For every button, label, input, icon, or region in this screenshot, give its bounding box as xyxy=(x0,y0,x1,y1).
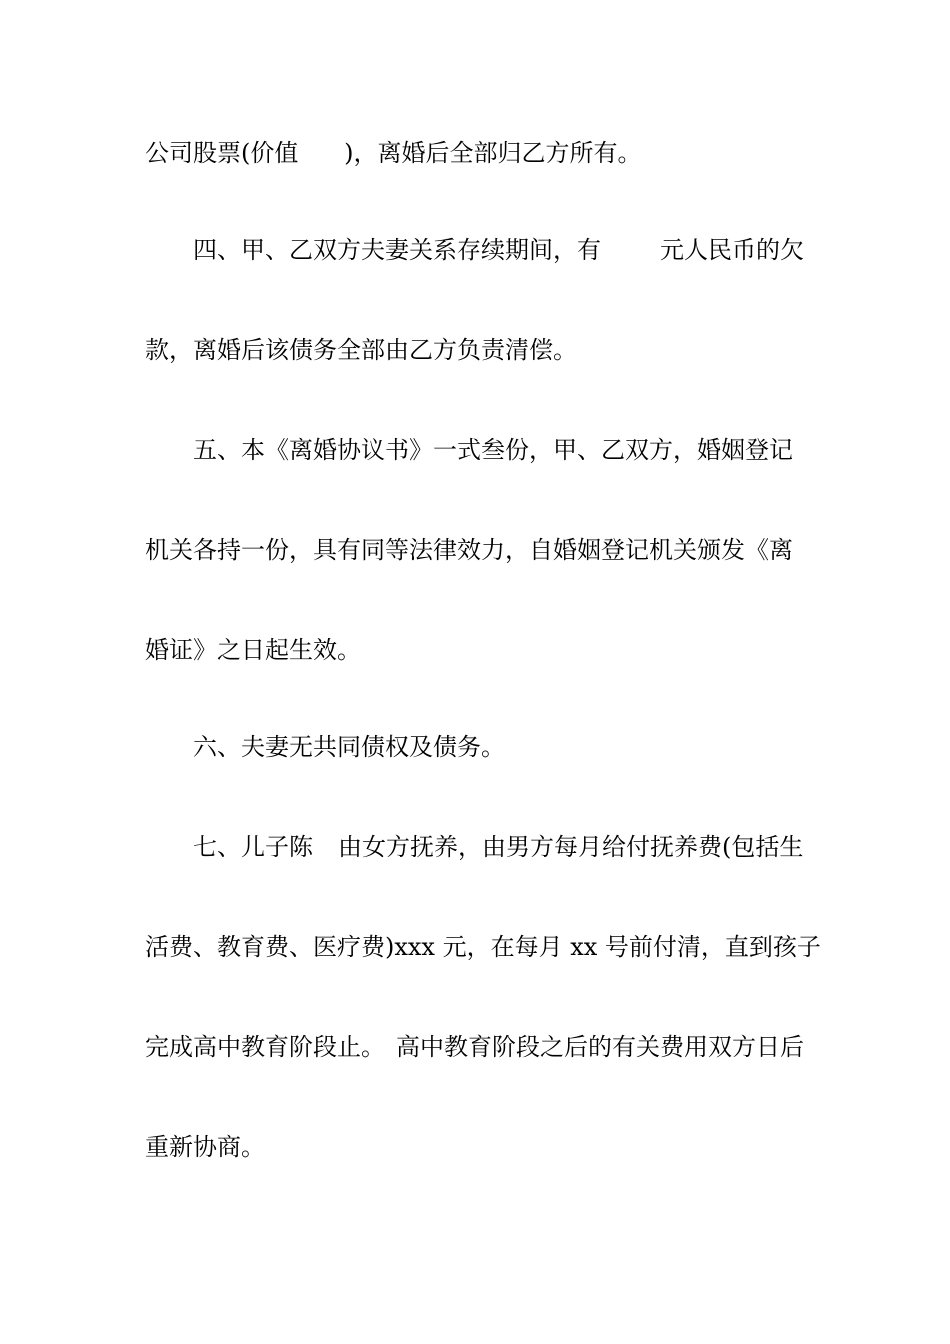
paragraph-line xyxy=(0,430,950,470)
text-line: 婚证》之日起生效。 xyxy=(145,636,361,664)
text-line: 公司股票(价值 )，离婚后全部归乙方所有。 xyxy=(145,139,642,167)
paragraph-line xyxy=(0,630,950,670)
paragraph-line xyxy=(0,727,950,767)
paragraph-line xyxy=(0,927,950,967)
paragraph-line xyxy=(0,1027,950,1067)
text-line: 重新协商。 xyxy=(145,1133,265,1161)
paragraph-line xyxy=(0,133,950,173)
text-line: 七、儿子陈 xyxy=(193,833,313,861)
text-line: 完成高中教育阶段止。 xyxy=(145,1033,385,1061)
text-line: 五、本《离婚协议书》一式叁份，甲、乙双方，婚姻登记 xyxy=(193,436,793,464)
text-line: 由女方抚养，由男方每月给付抚养费(包括生 xyxy=(338,833,804,861)
paragraph-line xyxy=(0,1127,950,1167)
text-line: 机关各持一份，具有同等法律效力，自婚姻登记机关颁发《离 xyxy=(145,536,793,564)
text-line: 款，离婚后该债务全部由乙方负责清偿。 xyxy=(145,336,577,364)
text-line: 四、甲、乙双方夫妻关系存续期间，有 xyxy=(193,236,601,264)
text-line: 元人民币的欠 xyxy=(660,236,804,264)
paragraph-line xyxy=(0,230,950,270)
paragraph-line xyxy=(0,530,950,570)
paragraph-line xyxy=(0,827,950,867)
text-line: 活费、教育费、医疗费)xxx 元，在每月 xx 号前付清，直到孩子 xyxy=(145,933,821,961)
text-line: 六、夫妻无共同债权及债务。 xyxy=(193,733,505,761)
text-line: 高中教育阶段之后的有关费用双方日后 xyxy=(396,1033,804,1061)
paragraph-line xyxy=(0,330,950,370)
